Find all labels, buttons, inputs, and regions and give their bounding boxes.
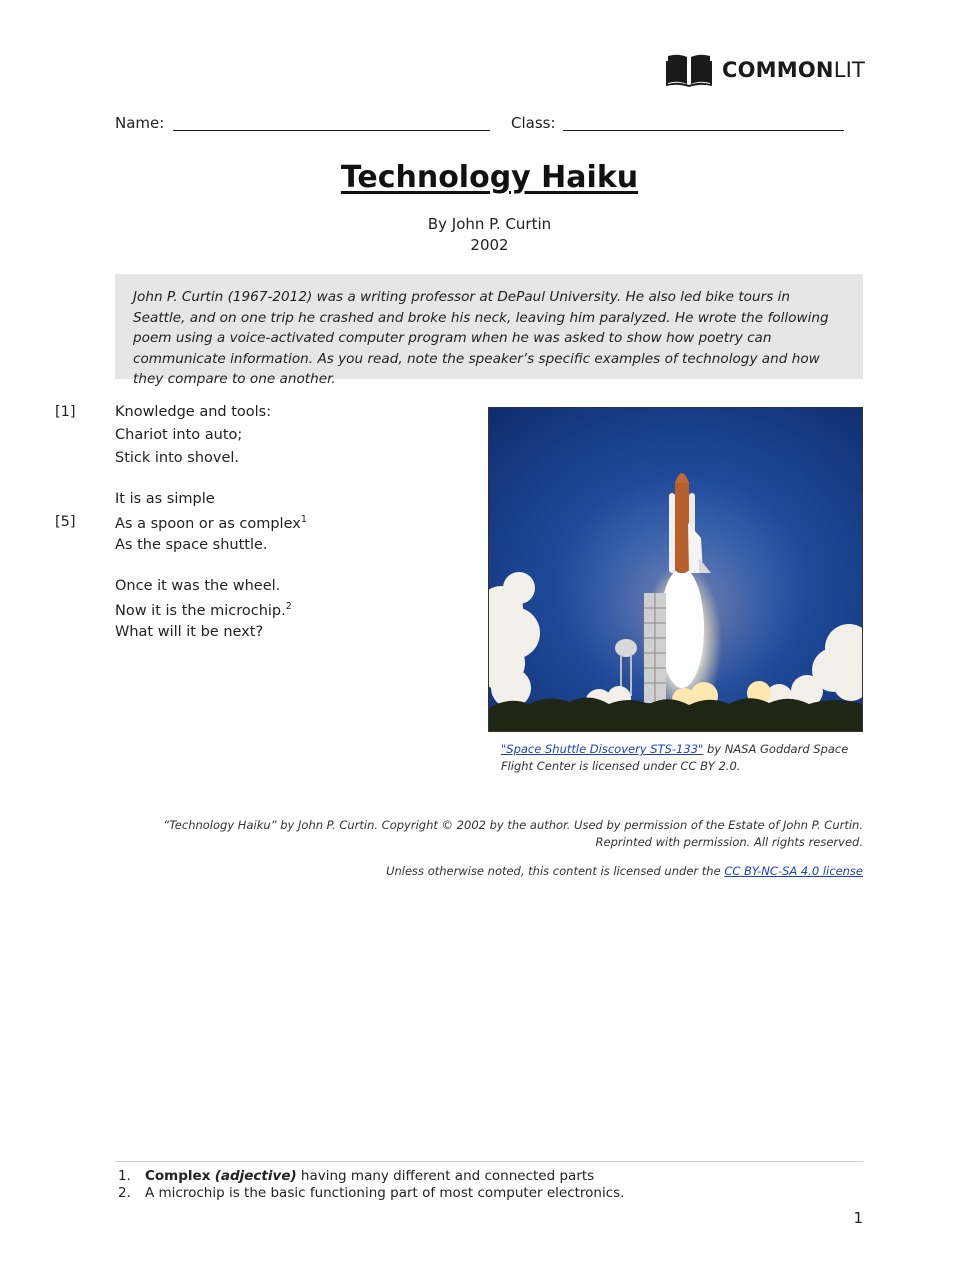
poem-line: Chariot into auto;	[115, 427, 243, 443]
class-field[interactable]	[563, 130, 844, 131]
line-number-1: [1]	[55, 404, 76, 420]
space-shuttle-photo	[488, 407, 863, 732]
poem-line: It is as simple	[115, 491, 215, 507]
name-field[interactable]	[173, 130, 490, 131]
page-title: Technology Haiku	[340, 160, 639, 195]
open-book-icon	[666, 53, 712, 87]
poem-line: Knowledge and tools:	[115, 404, 272, 420]
year: 2002	[470, 236, 509, 254]
line-number-5: [5]	[55, 514, 76, 530]
copyright-notice: “Technology Haiku” by John P. Curtin. Copyright © 2002 by the author. Used by permission of the Estate of John P. Curtin. Reprinted with permission. All rights reserved.	[163, 818, 863, 849]
poem-line: What will it be next?	[115, 624, 264, 640]
footnote-mark[interactable]: 2	[285, 601, 292, 612]
footnote-2: 2. A microchip is the basic functioning part of most computer electronics.	[118, 1185, 625, 1201]
poem-line: Stick into shovel.	[115, 450, 240, 466]
commonlit-logo	[666, 53, 865, 87]
name-label: Name:	[115, 114, 165, 132]
footnote-mark[interactable]: 1	[300, 514, 307, 525]
footnote-1: 1. Complex (adjective) having many different and connected parts	[118, 1168, 595, 1184]
logo-wordmark: COMMONLIT	[722, 58, 866, 82]
license-link[interactable]: CC BY-NC-SA 4.0 license	[724, 864, 863, 878]
page-number: 1	[853, 1209, 863, 1227]
poem-line: Now it is the microchip.$^2$	[115, 601, 292, 619]
class-label: Class:	[511, 114, 556, 132]
intro-text: John P. Curtin (1967-2012) was a writing professor at DePaul University. He also led bike tours in Seattle, and on one trip he crashed and broke his neck, leaving him paralyzed. He wrote the following poem using a voice-activated computer program when he was asked to show how poetry can communicate information. As you read, note the speaker’s specific examples of technology and how they compare to one another.	[133, 289, 829, 387]
image-source-link[interactable]: "Space Shuttle Discovery STS-133"	[501, 742, 704, 756]
poem-line: As a spoon or as complex$^1$	[115, 514, 307, 532]
poem-line: As the space shuttle.	[115, 537, 268, 553]
image-caption: "Space Shuttle Discovery STS-133" by NASA Goddard Space Flight Center is licensed under CC BY 2.0.	[501, 742, 849, 773]
poem-line: Once it was the wheel.	[115, 578, 281, 594]
footnote-divider	[115, 1161, 863, 1162]
intro-box	[115, 274, 863, 387]
license-notice: Unless otherwise noted, this content is licensed under the CC BY-NC-SA 4.0 license	[386, 864, 863, 878]
byline: By John P. Curtin	[427, 215, 552, 233]
